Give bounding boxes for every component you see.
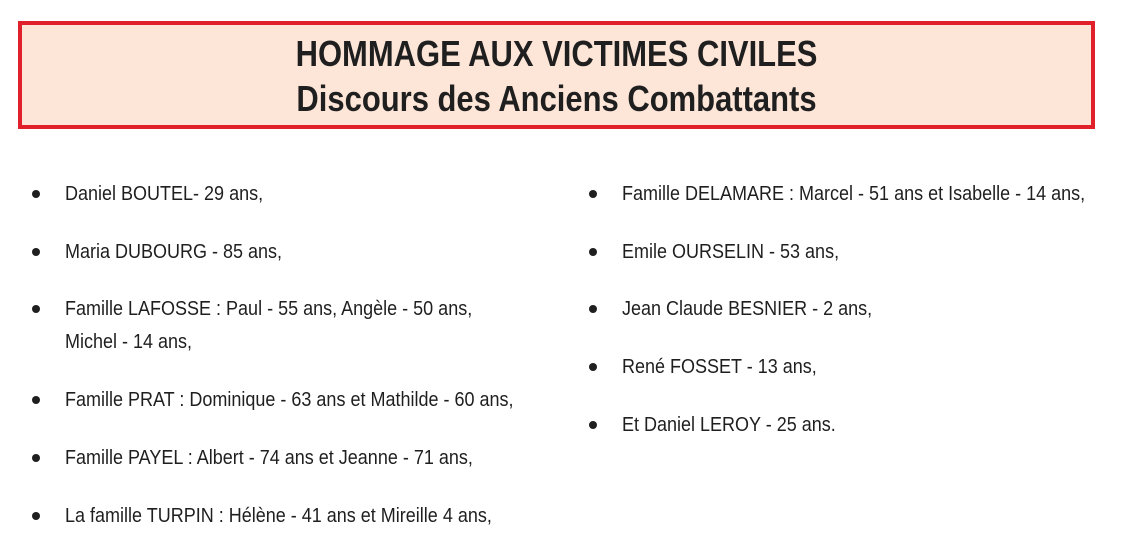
bullet-icon bbox=[589, 305, 597, 313]
bullet-icon bbox=[589, 363, 597, 371]
bullet-icon bbox=[32, 305, 40, 313]
bullet-icon bbox=[32, 396, 40, 404]
bullet-icon bbox=[32, 454, 40, 462]
title-banner bbox=[18, 21, 1095, 129]
list-item: Famille PAYEL : Albert - 74 ans et Jeanne - 71 ans, bbox=[65, 447, 473, 469]
bullet-icon bbox=[32, 190, 40, 198]
page-subtitle: Discours des Anciens Combattants bbox=[296, 78, 817, 119]
list-item: Daniel BOUTEL- 29 ans, bbox=[65, 183, 264, 205]
list-item: Et Daniel LEROY - 25 ans. bbox=[622, 414, 836, 436]
page-title: HOMMAGE AUX VICTIMES CIVILES bbox=[295, 33, 818, 74]
bullet-icon bbox=[589, 248, 597, 256]
list-item: Emile OURSELIN - 53 ans, bbox=[622, 241, 840, 263]
list-item: Maria DUBOURG - 85 ans, bbox=[65, 241, 283, 263]
bullet-icon bbox=[32, 512, 40, 520]
list-item-continuation: Michel - 14 ans, bbox=[65, 331, 193, 353]
bullet-icon bbox=[32, 248, 40, 256]
list-item: Famille LAFOSSE : Paul - 55 ans, Angèle - 50 ans, bbox=[65, 298, 473, 320]
list-item: La famille TURPIN : Hélène - 41 ans et Mireille 4 ans, bbox=[65, 505, 492, 527]
list-item: René FOSSET - 13 ans, bbox=[622, 356, 817, 378]
bullet-icon bbox=[589, 421, 597, 429]
list-item: Jean Claude BESNIER - 2 ans, bbox=[622, 298, 873, 320]
list-item: Famille PRAT : Dominique - 63 ans et Mathilde - 60 ans, bbox=[65, 389, 514, 411]
list-item: Famille DELAMARE : Marcel - 51 ans et Isabelle - 14 ans, bbox=[622, 183, 1086, 205]
bullet-icon bbox=[589, 190, 597, 198]
